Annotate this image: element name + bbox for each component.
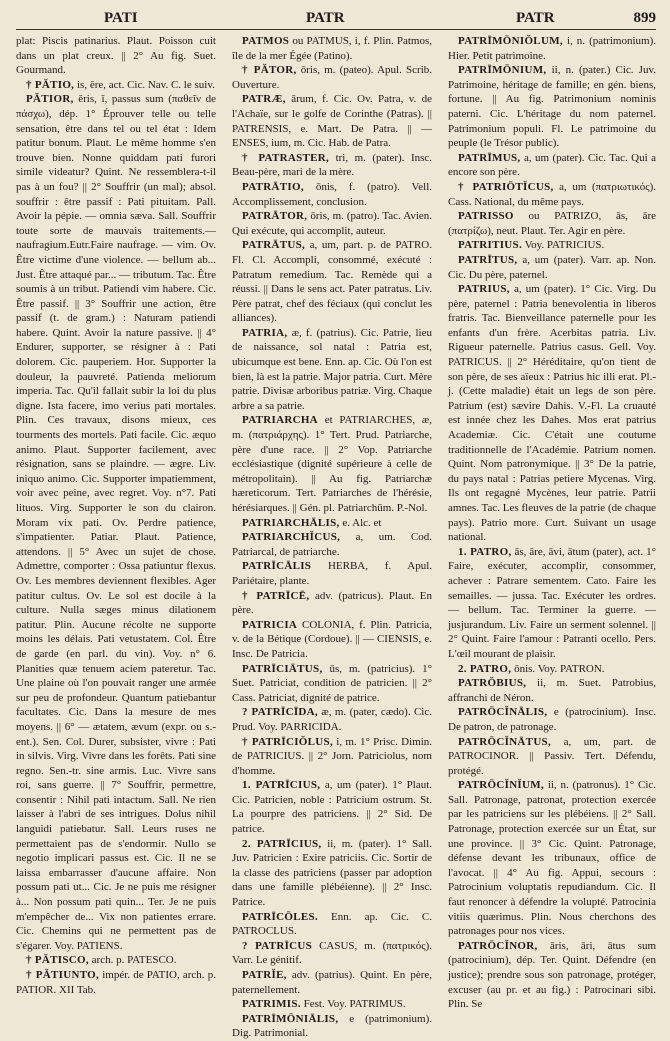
dictionary-entry bbox=[232, 735, 432, 779]
entry-headword: PATRIMIS. bbox=[242, 998, 301, 1011]
header-left-guide-word: PATI bbox=[104, 10, 138, 26]
dictionary-entry bbox=[448, 209, 656, 238]
entry-definition: COLONIA, f. Plin. Patricia, v. de la Bétique (Cordoue). || — CIENSIS, e. Insc. De Patricia. bbox=[232, 618, 433, 660]
entry-headword: PATRĪCĀLIS bbox=[242, 560, 312, 573]
entry-headword: PATRĪMUS, bbox=[458, 151, 521, 164]
dictionary-entry bbox=[448, 705, 656, 734]
entry-headword: PATRIARCHA bbox=[242, 414, 318, 427]
dictionary-entry bbox=[232, 63, 432, 92]
entry-headword: ? PATRĪCUS bbox=[242, 939, 313, 952]
entry-headword: PATRÆ, bbox=[242, 93, 286, 106]
page-number: 899 bbox=[633, 10, 656, 26]
dictionary-entry bbox=[232, 238, 432, 326]
entry-definition: a, um (pater). Cic. Tac. Qui a encore son père. bbox=[448, 151, 656, 179]
entry-definition: a, um (pater). Varr. ap. Non. Cic. Du père, paternel. bbox=[448, 253, 657, 281]
entry-definition: e (patrimonium). Dig. Patrimonial. bbox=[232, 1012, 432, 1040]
dictionary-entry bbox=[232, 413, 432, 515]
dictionary-entry bbox=[448, 735, 656, 779]
entry-definition: ii, m. (pater). 1° Sall. Juv. Patricien : Exire patriciis. Cic. Sortir de la classe des patriciens (passer par adoption dans une famille plébéienne). || 2° Insc. Patrice. bbox=[232, 837, 432, 909]
entry-definition: arch. p. PATESCO. bbox=[91, 954, 177, 967]
dictionary-entry bbox=[232, 837, 432, 910]
dictionary-entry bbox=[16, 92, 216, 953]
dictionary-entry bbox=[448, 778, 656, 939]
dictionary-entry bbox=[232, 589, 432, 618]
dictionary-entry bbox=[232, 778, 432, 836]
entry-headword: PATRŌCĬNĀLIS, bbox=[458, 706, 548, 719]
entry-headword: 1. PATRĪCIUS, bbox=[242, 779, 321, 792]
entry-definition: ii, n. (patronus). 1° Cic. Sall. Patronage, patronat, protection exercée par les patriciens sur les plébéiens. || 2° Sall. Patronage, protection exercée sur un État, sur une province. || 3° Cic. Quint. Patronage, défense devant les tribunaux, office de l'avocat. || 4° Au fig. Appui, secours : Patrocinium voluptatis repudiandum. Cic. Il faut renoncer à défendre la volupté. Patrocinia vitiis quærimus. Plin. Nous cherchons des patronages pour nos vices. bbox=[448, 779, 657, 938]
entry-definition: et PATRIARCHES, æ, m. (πατριάρχης). 1° Tert. Prud. Patriarche, père d'une race. || 2° Vop. Patriarche ecclésiastique (dignité supérieure à celle de métropolitain). || Au fig. Patriarchæ hæreticorum. Tert. Patriarches de l'hérésie, hérésiarques. || Gén. pl. Patriarchūm. P.-Nol. bbox=[232, 414, 432, 514]
entry-headword: PATRĪMŌNIŎLUM, bbox=[458, 35, 563, 47]
entry-definition: a, um (pater). 1° Cic. Virg. Du père, paternel : Patria benevolentia in liberos fratris. Tac. Bienveillance paternelle pour les enfants d'un frère. Acerbitas patria. Liv. Rigueur paternelle. Patrius casus. Gell. Voy. PATRICUS. || 2° Héréditaire, qu'on tient de son père, de ses aïeux : Patrius hic illi erat. Pl.-j. (Cette maladie) était un legs de son père. Patrium (est) sævire Dahis. V.-Fl. La cruauté est innée chez les Dahes. Mos erat patrius Academiæ. Cic. C'était une coutume traditionnelle de l'Académie. Patrium nomen. Quint. Nom patronymique. || 3° De la patrie, du pays natal : Patrias petiere Mycenas. Virg. Ils ont regagné Mycènes, leur patrie. Patrii amnes. Tac. Les fleuves de la patrie (de chaque pays). Patrio more. Curt. Suivant un usage national. bbox=[448, 283, 656, 544]
dictionary-entry bbox=[232, 968, 432, 997]
entry-headword: 2. PATRO, bbox=[458, 662, 512, 675]
entry-headword: PATRISSO bbox=[458, 210, 514, 223]
entry-definition: Fest. Voy. PATRIMUS. bbox=[303, 998, 406, 1011]
column-1 bbox=[16, 34, 216, 1016]
dictionary-entry bbox=[448, 545, 656, 662]
entry-headword: 2. PATRĪCIUS, bbox=[242, 837, 322, 850]
entry-headword: † PĂTISCO, bbox=[26, 954, 89, 967]
dictionary-entry bbox=[448, 662, 656, 677]
dictionary-entry bbox=[448, 151, 656, 180]
dictionary-entry bbox=[448, 238, 656, 253]
dictionary-entry bbox=[232, 618, 432, 662]
dictionary-entry bbox=[232, 34, 432, 63]
entry-definition: a, um. Cod. Patriarcal, de patriarche. bbox=[232, 531, 432, 558]
entry-headword: † PATRIŌTĬCUS, bbox=[458, 180, 554, 193]
dictionary-entry bbox=[232, 559, 432, 588]
entry-headword: PATMOS bbox=[242, 35, 290, 47]
entry-definition: is, ĕre, act. Cic. Nav. C. le suiv. bbox=[77, 78, 215, 91]
entry-headword: PATRŌCĬNĀTUS, bbox=[458, 735, 552, 748]
entry-definition: æ, f. (patrius). Cic. Patrie, lieu de naissance, sol natal : Patria est, ubicumque est bene. Enn. ap. Cic. Où l'on est bien, là est la patrie. Major patria. Curt. Mère patrie. Divisæ arboribus patriæ. Virg. Chaque arbre a sa patrie. bbox=[232, 326, 432, 412]
column-3 bbox=[448, 34, 656, 1016]
entry-definition: plat: Piscis patinarius. Plaut. Poisson cuit dans un plat creux. || 2° Au fig. Suet. Gourmand. bbox=[16, 35, 216, 77]
entry-headword: PATRĪCIĀTUS, bbox=[242, 662, 323, 675]
entry-definition: adv. (patrius). Quint. En père, paternellement. bbox=[232, 969, 433, 996]
entry-definition: ās, āre, āvi, ātum (pater), act. 1° Faire, exécuter, accomplir, consommer, achever : Patrare sementem. Cato. Faire les semailles. — jussa. Tac. Exécuter les ordres. — bellum. Tac. Terminer la guerre. — jusjurandum. Liv. Faire un serment solennel. || 2° Quint. Faire l'amour : Patranti ocello. Pers. L'œil mourant de plaisir. bbox=[448, 545, 656, 660]
header-right-guide-word: PATR bbox=[516, 10, 555, 26]
entry-headword: PATRĪMŌNIĀLIS, bbox=[242, 1012, 339, 1025]
entry-definition: ōnis. Voy. PATRON. bbox=[514, 662, 605, 675]
dictionary-entry bbox=[448, 253, 656, 282]
dictionary-entry bbox=[232, 705, 432, 734]
page-header bbox=[16, 6, 656, 28]
entry-definition: tri, m. (pater). Insc. Beau-père, mari de la mère. bbox=[232, 151, 433, 179]
entry-headword: ? PATRĪCĪDA, bbox=[242, 706, 318, 719]
entry-headword: PATRITIUS. bbox=[458, 239, 523, 252]
dictionary-entry bbox=[448, 34, 656, 63]
entry-headword: PATRIA, bbox=[242, 326, 288, 339]
entry-definition: a, um, part. p. de PATRO. Fl. Cl. Accompli, consommé, exécuté : Patratum remedium. Tac. Remède qui a réussi. || Dans le sens act. Pater patratus. Liv. Père patrat, chef des féciaux (qui conclut les alliances). bbox=[232, 239, 432, 325]
entry-headword: † PĂTIUNTO, bbox=[26, 969, 100, 981]
entry-headword: PĂTIOR, bbox=[26, 93, 74, 106]
dictionary-entry bbox=[16, 78, 216, 93]
entry-definition: æ, m. (pater, cædo). Cic. Prud. Voy. PARRICIDA. bbox=[232, 706, 432, 733]
entry-headword: PATRĬE, bbox=[242, 969, 287, 981]
entry-headword: PATRĪMŌNIUM, bbox=[458, 64, 547, 77]
entry-headword: † PĂTOR, bbox=[242, 64, 297, 77]
entry-headword: † PĂTIO, bbox=[26, 78, 75, 91]
entry-definition: ou PATRIZO, ās, āre (πατρίζω), neut. Plaut. Ter. Agir en père. bbox=[448, 210, 657, 237]
entry-definition: i, m. 1° Prisc. Dimin. de PATRICIUS. || 2° Jorn. Patriciolus, nom d'homme. bbox=[232, 735, 433, 777]
dictionary-entry bbox=[448, 676, 656, 705]
entry-headword: PATRŌCĬNĬUM, bbox=[458, 779, 544, 792]
entry-definition: ōris, m. (patro). Tac. Avien. Qui exécute, qui accomplit, auteur. bbox=[232, 210, 433, 237]
entry-definition: e (patrocinium). Insc. De patron, de patronage. bbox=[448, 706, 657, 733]
entry-definition: ōris, m. (pateo). Apul. Scrib. Ouverture. bbox=[232, 64, 433, 91]
dictionary-entry bbox=[448, 282, 656, 545]
entry-headword: PATRŎBIUS, bbox=[458, 677, 527, 690]
entry-headword: † PATRĪCIŎLUS, bbox=[242, 735, 334, 748]
dictionary-entry bbox=[232, 92, 432, 150]
entry-headword: PATRĪCŌLES. bbox=[242, 910, 318, 923]
entry-headword: † PATRASTER, bbox=[242, 151, 330, 164]
dictionary-entry bbox=[232, 939, 432, 968]
entry-headword: PATRŌCĬNOR, bbox=[458, 939, 538, 952]
entry-headword: PATRĀTIO, bbox=[242, 180, 304, 193]
dictionary-entry bbox=[232, 1012, 432, 1041]
entry-headword: PATRIUS, bbox=[458, 283, 510, 296]
entry-definition: Enn. ap. Cic. C. PATROCLUS. bbox=[232, 910, 433, 938]
header-center-guide-word: PATR bbox=[306, 10, 345, 26]
header-rule bbox=[16, 29, 656, 30]
dictionary-entry bbox=[16, 968, 216, 997]
entry-definition: HERBA, f. Apul. Pariétaire, plante. bbox=[232, 560, 432, 587]
entry-definition: ārum, f. Cic. Ov. Patra, v. de l'Achaïe, sur le golfe de Corinthe (Patras). || PATRENSIS, e. Mart. De Patra. || — ENSES, ium, m. Cic. Hab. de Patra. bbox=[232, 93, 432, 150]
entry-headword: PATRĀTOR, bbox=[242, 210, 308, 223]
entry-headword: † PATRĪCĒ, bbox=[242, 589, 310, 602]
entry-definition: ii, m. Suet. Patrobius, affranchi de Néron. bbox=[448, 677, 657, 704]
entry-headword: PATRICIA bbox=[242, 618, 298, 631]
entry-definition: ūs, m. (patricius). 1° Suet. Patriciat, condition de patricien. || 2° Cass. Patriciat, dignité de patrice. bbox=[232, 662, 432, 704]
entry-headword: PATRĪTUS, bbox=[458, 253, 518, 266]
entry-definition: a, um (pater). 1° Plaut. Cic. Patricien, noble : Patricium ostrum. St. La pourpre des patriciens. || 2° Sid. De patrice. bbox=[232, 779, 433, 836]
entry-headword: PATRĀTUS, bbox=[242, 239, 306, 252]
entry-definition: a, um (πατριωτικός). Cass. National, du même pays. bbox=[448, 180, 656, 208]
entry-definition: āris, āri, ātus sum (patrocinium), dép. Ter. Quint. Défendre (en justice); prendre sous son patronage, protéger, excuser (au pr. et au fig.) : Patrocinari sibi. Plin. Se bbox=[448, 939, 656, 1011]
entry-definition: Voy. PATRICIUS. bbox=[524, 239, 605, 252]
dictionary-entry bbox=[232, 151, 432, 180]
entry-definition: ou PATMUS, i, f. Plin. Patmos, île de la mer Égée (Patino). bbox=[232, 35, 432, 62]
dictionary-entry bbox=[232, 516, 432, 531]
dictionary-entry bbox=[448, 63, 656, 151]
entry-definition: e. Alc. et bbox=[342, 516, 382, 529]
entry-headword: PATRIARCHĀLIS, bbox=[242, 516, 340, 529]
dictionary-entry bbox=[232, 910, 432, 939]
entry-definition: impér. de PATIO, arch. p. PATIOR. XII Tab. bbox=[16, 969, 216, 996]
entry-definition: i, n. (patrimonium). Hier. Petit patrimoine. bbox=[448, 35, 656, 62]
dictionary-entry bbox=[448, 939, 656, 1012]
dictionary-entry bbox=[232, 997, 432, 1012]
dictionary-entry bbox=[232, 209, 432, 238]
dictionary-entry bbox=[232, 326, 432, 414]
dictionary-entry bbox=[448, 180, 656, 209]
entry-headword: PATRIARCHĬCUS, bbox=[242, 531, 341, 544]
entry-definition: CASUS, m. (πατρικός). Varr. Le génitif. bbox=[232, 939, 433, 967]
entry-definition: ii, n. (pater.) Cic. Juv. Patrimoine, héritage de famille; en gén. biens, fortune. || Au fig. Patrimonium nominis paterni. Cic. L'héritage du nom paternel. Patrimonium populi. Fl. Le patrimoine du peuple (le Trésor public). bbox=[448, 64, 656, 150]
dictionary-entry bbox=[16, 953, 216, 968]
entry-definition: ōnis, f. (patro). Vell. Accomplissement, conclusion. bbox=[232, 180, 433, 208]
dictionary-entry bbox=[232, 530, 432, 559]
entry-definition: ĕris, ĭ, passus sum (παθεῖν de πάσχω), dép. 1° Éprouver telle ou telle sensation, être dans tel ou tel état : Idem patitur bonum. Plaut. Le même homme s'en trouve bien. Nonne quiddam pati furori simile videatur? Quint. Ne ressemblera-t-il pas à un fou? || 2° Souffrir (un mal); absol. souffrir : être passif : Pati pituitam. Pall. Avoir la pépie. — omnia sæva. Sall. Souffrir toute sorte de mauvais traitements.—naufragium.Eutr.Faire naufrage. — vim. Ov. Être victime d'une violence. — bellum ab... Just. Être attaqué par... — tributum. Tac. Être soumis à un tribut. Patiendi vim habere. Cic. Être passif. || 3° Souffrir une action, être passif (t. de gram.) : Naturam patiendi habere. Quint. Avoir la nature passive. || 4° Endurer, supporter, se résigner à : Pati dolorem. Cic. pauperiem. Hor. Supporter la douleur, la pauvreté. Patienda meliorum imperia. Tac. Qu'il fallait subir la loi du plus digne. Ista facere, imo verius pati mortales. Plin. Ces travaux, disons mieux, ces tourments des mortels. Pati facile. Cic. æquo animo. Plaut. Supporter facilement, avec résignation, sans se plaindre. — ægre. Liv. iniquo animo. Cic. Supporter impatiemment, voir avec peine, avec regret. Voy. n°7. Pati lituos. Virg. Supporter le son du clairon. Moram vix pati. Ov. Perdre patience, s'impatienter. Patiar. Plaut. Patience, attendons. || 5° Avec un sujet de chose. Admettre, comporter : Ossa patiuntur flexus. Ov. Les membres deviennent flexibles. Ager patitur cultus. Ov. Le sol est docile à la culture. Nulla sæges minus dilationem patitur. Plin. Aucune récolte ne supporte moins les délais. Pati vetustatem. Col. Être de garde (en parl. du vin). Voy. n° 6. Planities quæ tenuem aciem pateretur. Tac. Une plaine où l'on pouvait ranger une armée sur peu de profondeur. Quantum patiebantur facultates. Cic. Dans la mesure de mes moyens. || 6° — ætatem, ævum (expr. ou s.-ent.). Sen. Col. Durer, subsister, vivre : Pati in silvis. Virg. Vivre dans les forêts. Pati sine regno. Sen.-tr. sine armis. Luc. Vivre sans roi, sans guerre. || 7° Souffrir, permettre, consentir : Nihil pati intactum. Sall. Ne rien laisser à l'abri de ses intrigues. Dolus nihil languidi patiebatur. Sall. Leurs ruses ne permettaient pas de s'endormir. Nullo se negotio implicari passus est. Cic. Il ne se laissa embarrasser d'aucune affaire. Non possum pati ut... Cic. Je ne puis me résigner à... Non possum pati quin... Ter. Je ne puis m'empêcher de... Vix non patientes errare. Cic. Chemins qui ne permettent pas de s'égarer. Voy. PATIENS. bbox=[16, 93, 217, 952]
dictionary-entry bbox=[232, 662, 432, 706]
dictionary-entry bbox=[232, 180, 432, 209]
entry-headword: 1. PATRO, bbox=[458, 545, 512, 558]
entry-definition: a, um, part. de PATROCINOR. || Passiv. Tert. Défendu, protégé. bbox=[448, 735, 656, 777]
dictionary-entry bbox=[16, 34, 216, 78]
entry-definition: adv. (patricus). Plaut. En père. bbox=[232, 589, 433, 617]
column-2 bbox=[232, 34, 433, 1040]
